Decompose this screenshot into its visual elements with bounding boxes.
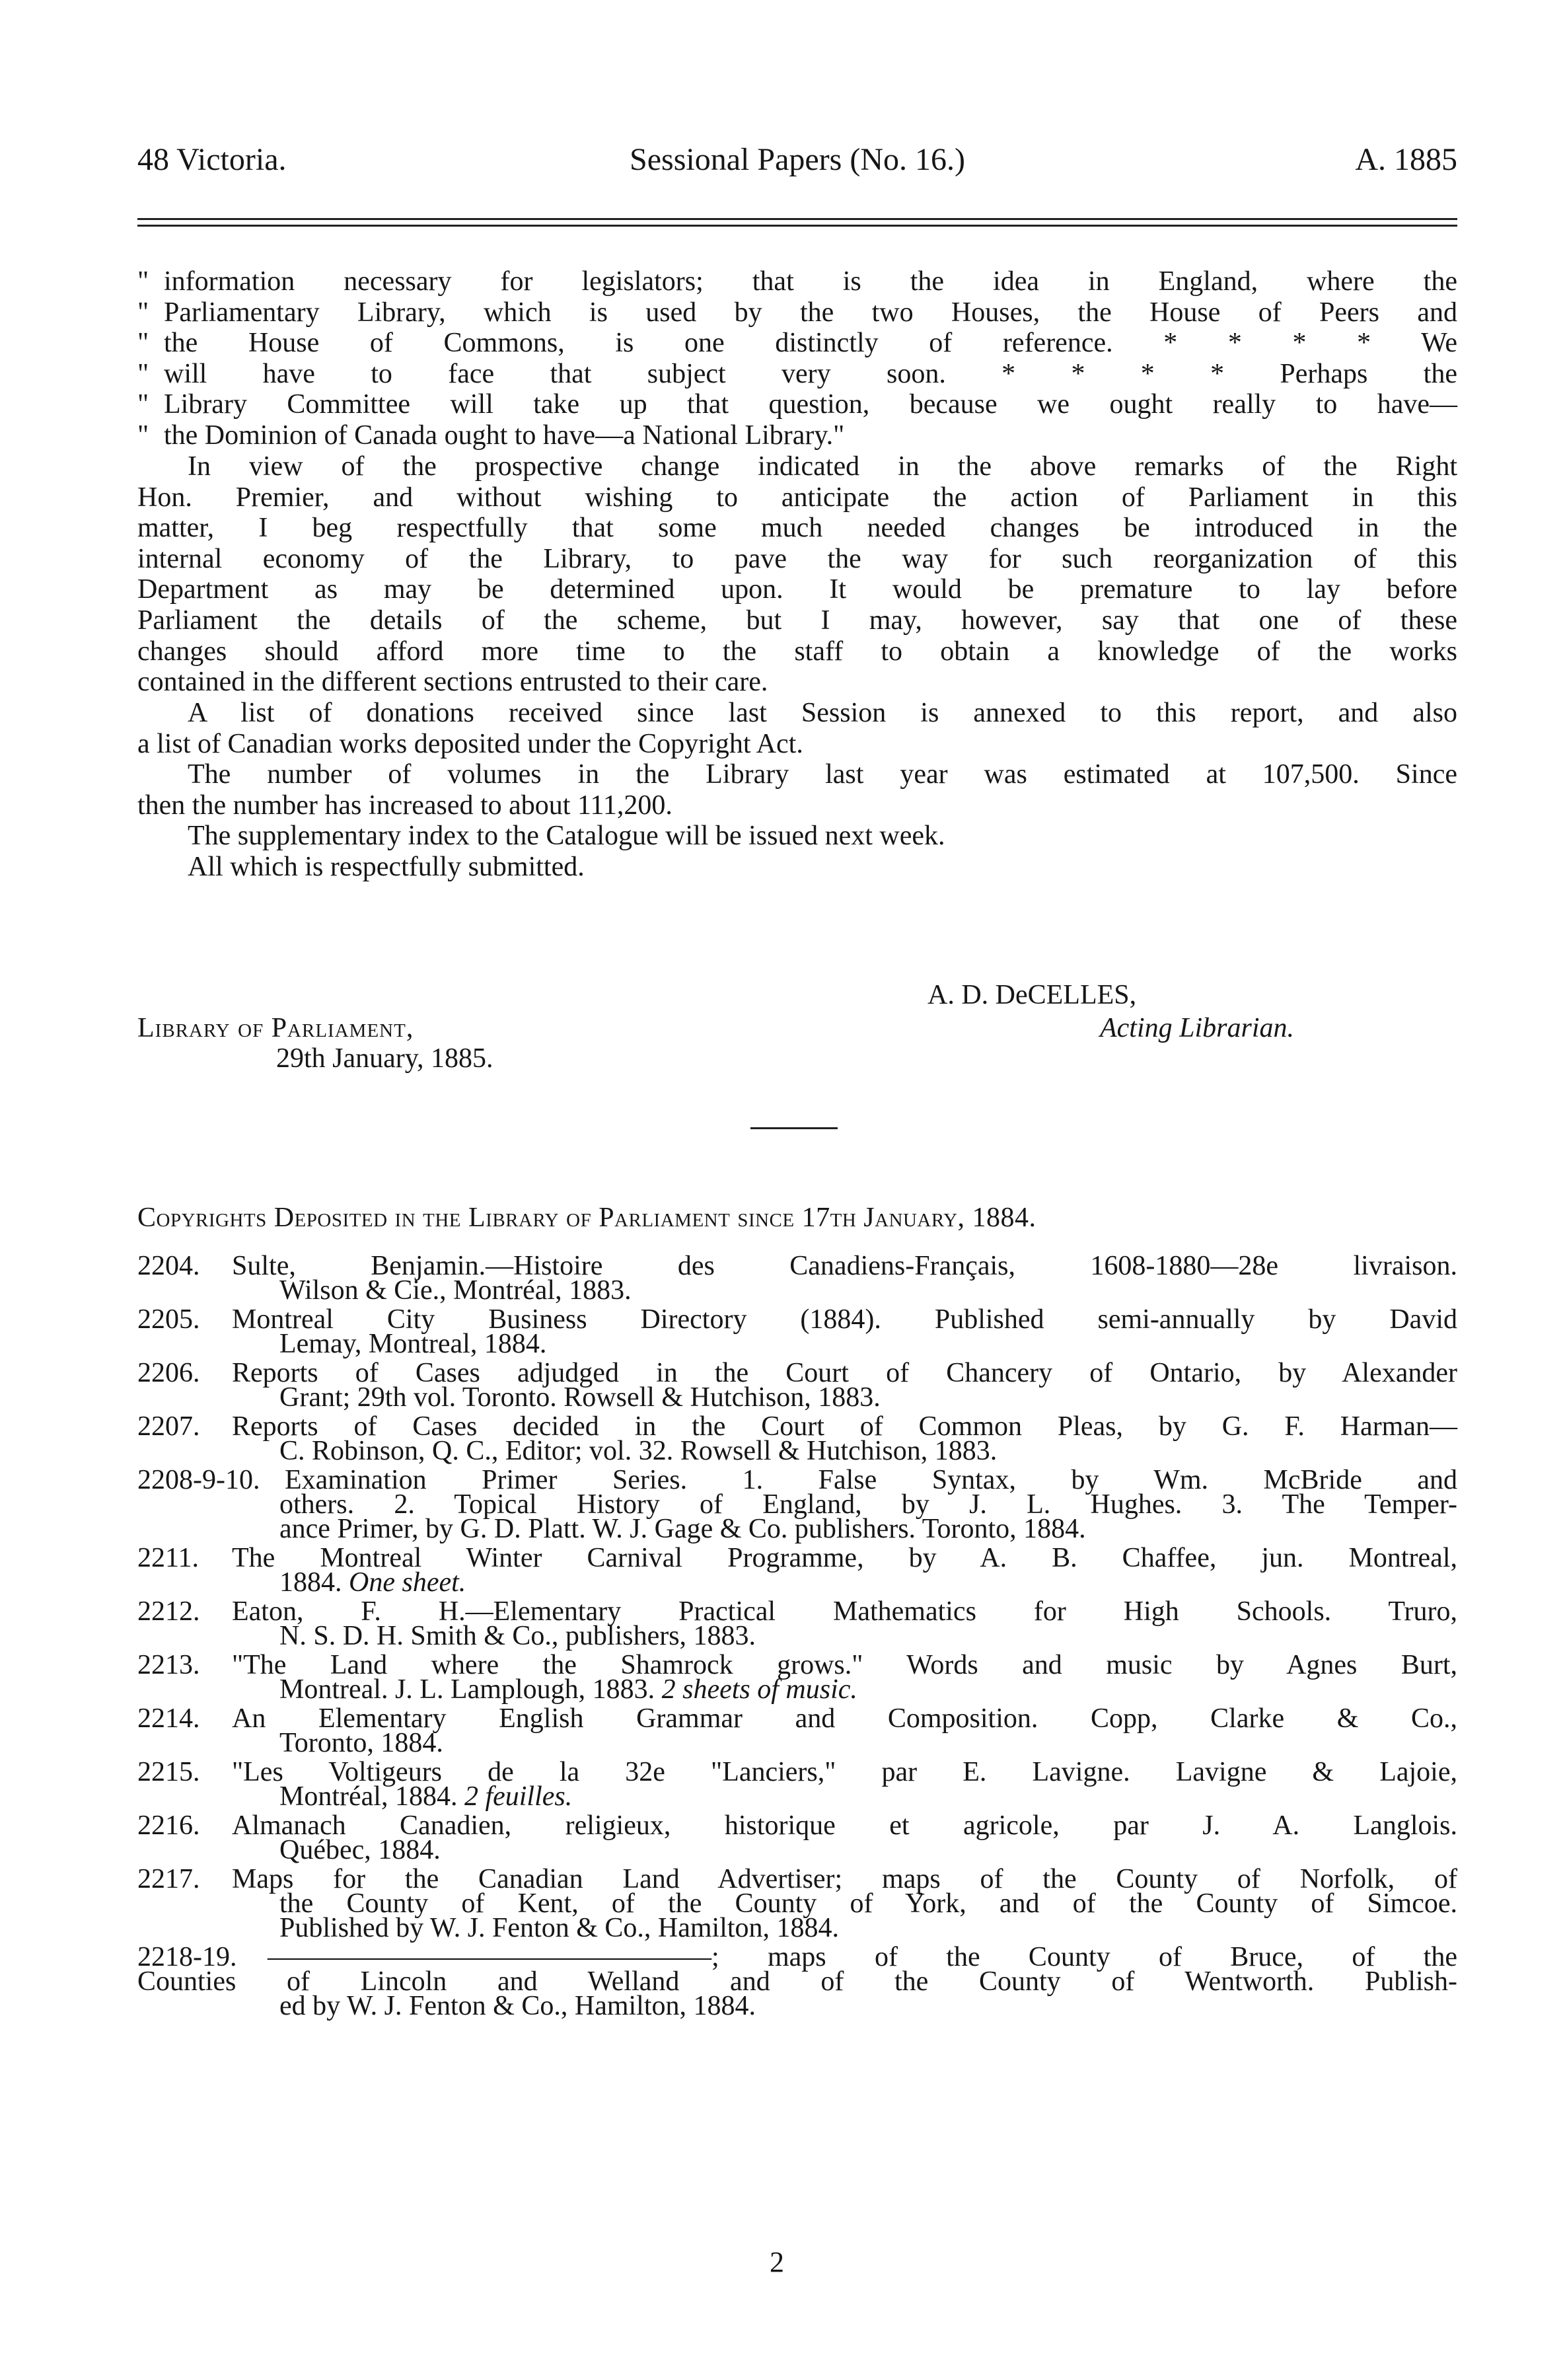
list-item: 2215. "Les Voltigeurs de la 32e "Lanciers," par E. Lavigne. Lavigne & Lajoie, Montréal, 1884. 2 feuilles. <box>137 1757 1457 1812</box>
entry-format-note: 2 sheets of music. <box>661 1674 857 1705</box>
quote-line: " the House of Commons, is one distinctly of reference. * * * * We <box>137 328 1457 359</box>
entry-format-note: 2 feuilles. <box>464 1781 573 1812</box>
entry-number: 2213. <box>137 1650 200 1680</box>
entry-number: 2207. <box>137 1411 200 1442</box>
entry-number: 2217. <box>137 1864 200 1894</box>
paragraph-donations: A list of donations received since last Session is annexed to this report, and also a list of Canadian works deposited under the Copyright Act. <box>137 698 1457 759</box>
list-item: 2217. Maps for the Canadian Land Advertiser; maps of the County of Norfolk, of the County of Kent, of the County of York, and of the County of Simcoe. Published by W. J. Fenton & Co., Hamilton, 1884. <box>137 1864 1457 1943</box>
quoted-passage <box>137 266 1457 451</box>
entry-number: 2208-9-10. <box>137 1465 260 1495</box>
entry-number: 2218-19. <box>137 1942 237 1972</box>
quote-line: " information necessary for legislators; that is the idea in England, where the <box>137 266 1457 297</box>
entry-number: 2214. <box>137 1703 200 1734</box>
paragraph-index: The supplementary index to the Catalogue will be issued next week. <box>188 821 945 851</box>
entry-number: 2216. <box>137 1810 200 1841</box>
quote-line: " will have to face that subject very soon. * * * * Perhaps the <box>137 358 1457 389</box>
entry-number: 2206. <box>137 1358 200 1388</box>
list-item: 2207. Reports of Cases decided in the Court of Common Pleas, by G. F. Harman— C. Robinson, Q. C., Editor; vol. 32. Rowsell & Hutchison, 1883. <box>137 1411 1457 1466</box>
header-rule-top <box>137 218 1457 220</box>
list-item: 2216. Almanach Canadien, religieux, historique et agricole, par J. A. Langlois. Québec, 1884. <box>137 1810 1457 1865</box>
quote-mark: " <box>137 328 149 359</box>
quote-mark: " <box>137 420 149 451</box>
running-head <box>137 140 1457 180</box>
entry-number: 2215. <box>137 1757 200 1787</box>
entry-number: 2211. <box>137 1543 199 1573</box>
quote-line: " Parliamentary Library, which is used by the two Houses, the House of Peers and <box>137 297 1457 328</box>
page-number: 2 <box>770 2246 784 2278</box>
section-heading: Copyrights Deposited in the Library of Parliament since 17th January, 1884. <box>137 1203 1036 1233</box>
signature-place: Library of Parliament, <box>137 1013 414 1043</box>
entry-format-note: One sheet. <box>349 1567 466 1598</box>
list-item: 2208-9-10. Examination Primer Series. 1. False Syntax, by Wm. McBride and others. 2. Topical History of England, by J. L. Hughes. 3. The Temper- ance Primer, by G. D. Platt. W. J. Gage & Co. publishers. Toronto, 1884. <box>137 1465 1457 1544</box>
entry-number: 2205. <box>137 1304 200 1335</box>
signature-name: A. D. DeCELLES, <box>927 980 1137 1010</box>
list-item: 2204. Sulte, Benjamin.—Histoire des Canadiens-Français, 1608-1880—28e livraison. Wilson & Cie., Montréal, 1883. <box>137 1251 1457 1306</box>
paragraph-proposed-changes: In view of the prospective change indicated in the above remarks of the Right Hon. Premier, and without wishing to anticipate the action of Parliament in this matter, I beg respectfully that some much needed changes be introduced in the internal economy of the Library, to pave the way for such reorganization of this Department as may be determined upon. It would be premature to lay before Parliament the details of the scheme, but I may, however, say that one of these changes should afford more time to the staff to obtain a knowledge of the works contained in the different sections entrusted to their care. <box>137 451 1457 698</box>
copyright-entries <box>137 1251 1457 2023</box>
running-head-center: Sessional Papers (No. 16.) <box>630 142 965 177</box>
list-item: 2211. The Montreal Winter Carnival Programme, by A. B. Chaffee, jun. Montreal, 1884. One sheet. <box>137 1543 1457 1598</box>
running-head-right: A. 1885 <box>1355 142 1457 177</box>
header-rule-bottom <box>137 225 1457 227</box>
paragraph-closing: All which is respectfully submitted. <box>188 852 585 882</box>
list-item: 2205. Montreal City Business Directory (1884). Published semi-annually by David Lemay, Montreal, 1884. <box>137 1304 1457 1359</box>
paragraph-volumes: The number of volumes in the Library last year was estimated at 107,500. Since then the number has increased to about 111,200. <box>137 759 1457 821</box>
list-item: 2214. An Elementary English Grammar and Composition. Copp, Clarke & Co., Toronto, 1884. <box>137 1703 1457 1758</box>
signature-title: Acting Librarian. <box>1100 1013 1295 1043</box>
entry-number: 2212. <box>137 1596 200 1627</box>
list-item: 2218-19. ————————————————; maps of the County of Bruce, of the Counties of Lincoln and Welland and of the County of Wentworth. Publish- ed by W. J. Fenton & Co., Hamilton, 1884. <box>137 1942 1457 2021</box>
quote-mark: " <box>137 297 149 328</box>
quote-mark: " <box>137 389 149 420</box>
signature-date: 29th January, 1885. <box>276 1043 493 1074</box>
quote-line: " Library Committee will take up that question, because we ought really to have— <box>137 389 1457 420</box>
running-head-left: 48 Victoria. <box>137 142 287 177</box>
quote-mark: " <box>137 358 149 389</box>
list-item: 2206. Reports of Cases adjudged in the Court of Chancery of Ontario, by Alexander Grant; 29th vol. Toronto. Rowsell & Hutchison, 1883. <box>137 1358 1457 1413</box>
quote-mark: " <box>137 266 149 297</box>
entry-number: 2204. <box>137 1251 200 1281</box>
list-item: 2213. "The Land where the Shamrock grows." Words and music by Agnes Burt, Montreal. J. L. Lamplough, 1883. 2 sheets of music. <box>137 1650 1457 1705</box>
section-separator <box>750 1127 838 1129</box>
list-item: 2212. Eaton, F. H.—Elementary Practical Mathematics for High Schools. Truro, N. S. D. H. Smith & Co., publishers, 1883. <box>137 1596 1457 1651</box>
quote-line: " the Dominion of Canada ought to have—a National Library." <box>137 420 845 451</box>
